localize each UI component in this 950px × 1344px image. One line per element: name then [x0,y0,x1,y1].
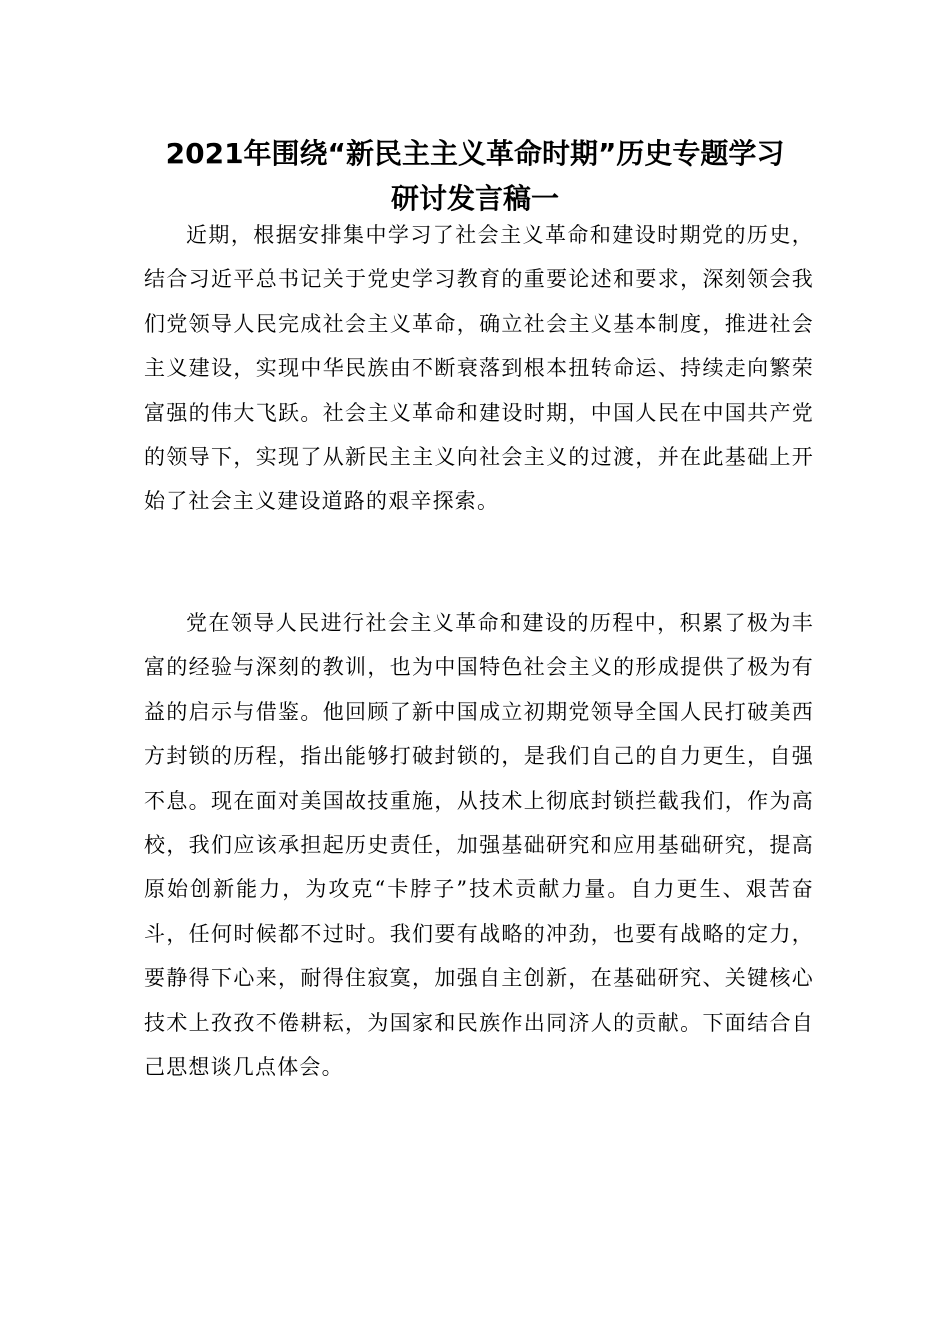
document-title-line-1: 2021年围绕“新民主主义革命时期”历史专题学习 [165,137,785,170]
document-title-line-2: 研讨发言稿一 [390,182,559,215]
body-paragraph-2: 党在领导人民进行社会主义革命和建设的历程中，积累了极为丰富的经验与深刻的教训，也为中国特色社会主义的形成提供了极为有益的启示与借鉴。他回顾了新中国成立初期党领导全国人民打破美西方封锁的历程，指出能够打破封锁的，是我们自己的自力更生，自强不息。现在面对美国故技重施，从技术上彻底封锁拦截我们，作为高校，我们应该承担起历史责任，加强基础研究和应用基础研究，提高原始创新能力，为攻克“卡脖子”技术贡献力量。自力更生、艰苦奋斗，任何时候都不过时。我们要有战略的冲劲，也要有战略的定力，要静得下心来，耐得住寂寞，加强自主创新，在基础研究、关键核心技术上孜孜不倦耕耘，为国家和民族作出同济人的贡献。下面结合自己思想谈几点体会。 [144,611,814,1080]
body-paragraph-1: 近期，根据安排集中学习了社会主义革命和建设时期党的历史，结合习近平总书记关于党史学习教育的重要论述和要求，深刻领会我们党领导人民完成社会主义革命，确立社会主义基本制度，推进社会主义建设，实现中华民族由不断衰落到根本扭转命运、持续走向繁荣富强的伟大飞跃。社会主义革命和建设时期，中国人民在中国共产党的领导下，实现了从新民主主义向社会主义的过渡，并在此基础上开始了社会主义建设道路的艰辛探索。 [144,223,814,514]
